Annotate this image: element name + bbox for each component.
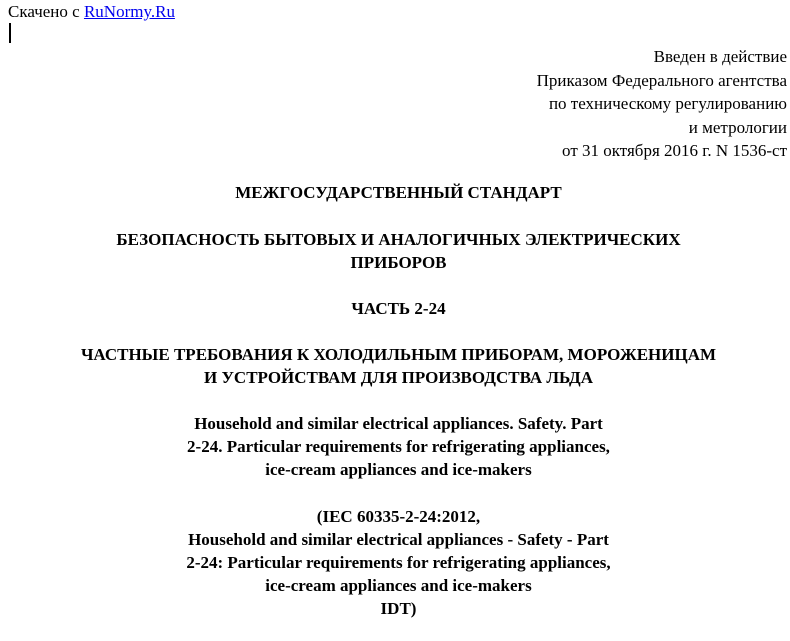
- standard-part-heading: [0, 297, 790, 320]
- iec-reference-line: IDT): [380, 599, 417, 618]
- enactment-line: и метрологии: [688, 117, 787, 137]
- standard-title-line: ПРИБОРОВ: [350, 253, 447, 272]
- standard-type-text: МЕЖГОСУДАРСТВЕННЫЙ СТАНДАРТ: [235, 183, 562, 202]
- standard-subtitle-heading: [0, 343, 790, 389]
- enactment-line: по техническому регулированию: [548, 94, 787, 114]
- enactment-line: Приказом Федерального агентства: [536, 70, 787, 90]
- standard-type-heading: [0, 181, 790, 204]
- standard-subtitle-line: И УСТРОЙСТВАМ ДЛЯ ПРОИЗВОДСТВА ЛЬДА: [203, 368, 594, 387]
- english-title-block: [0, 412, 790, 481]
- standard-title-line: БЕЗОПАСНОСТЬ БЫТОВЫХ И АНАЛОГИЧНЫХ ЭЛЕКТРИЧЕСКИХ: [116, 230, 681, 249]
- iec-reference-line: Household and similar electrical appliances - Safety - Part: [188, 530, 609, 549]
- standard-subtitle-line: ЧАСТНЫЕ ТРЕБОВАНИЯ К ХОЛОДИЛЬНЫМ ПРИБОРАМ, МОРОЖЕНИЦАМ: [80, 345, 717, 364]
- iec-reference-line: ice-cream appliances and ice-makers: [265, 576, 532, 595]
- enactment-line: Введен в действие: [653, 47, 787, 66]
- iec-reference-line: (IEC 60335-2-24:2012,: [316, 507, 481, 526]
- enactment-block: [537, 45, 787, 163]
- english-title-line: ice-cream appliances and ice-makers: [265, 460, 532, 479]
- source-line: [8, 2, 175, 22]
- enactment-line: от 31 октября 2016 г. N 1536-ст: [562, 141, 787, 161]
- source-link[interactable]: RuNormy.Ru: [83, 2, 175, 21]
- iec-reference-block: [0, 505, 790, 620]
- standard-part-text: ЧАСТЬ 2-24: [351, 299, 446, 318]
- source-prefix: Скачено с: [8, 2, 84, 21]
- text-cursor: [9, 23, 11, 43]
- standard-title-heading: [0, 228, 790, 274]
- iec-reference-line: 2-24: Particular requirements for refrigerating appliances,: [186, 553, 611, 572]
- english-title-line: 2-24. Particular requirements for refrigerating appliances,: [187, 437, 610, 456]
- english-title-line: Household and similar electrical appliances. Safety. Part: [194, 414, 603, 433]
